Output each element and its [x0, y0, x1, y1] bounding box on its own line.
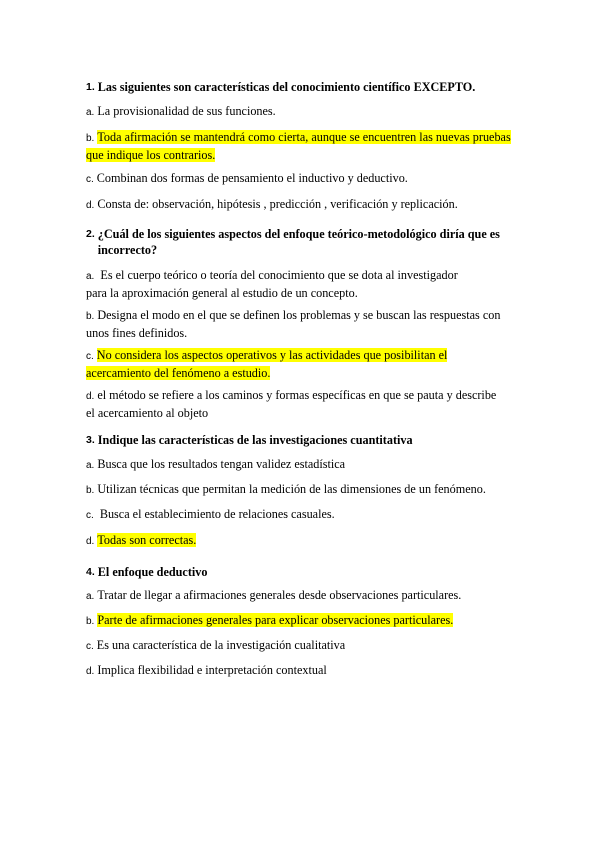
option-text: Consta de: observación, hipótesis , predicción , verificación y replicación.: [97, 197, 458, 211]
option-letter: a.: [86, 591, 95, 602]
option-letter: c.: [86, 510, 94, 521]
option-letter: a.: [86, 460, 95, 471]
option-letter: b.: [86, 485, 95, 496]
option-b: [86, 481, 516, 499]
option-letter: c.: [86, 641, 94, 652]
option-text: Combinan dos formas de pensamiento el inductivo y deductivo.: [96, 171, 408, 185]
option-letter: c.: [86, 174, 94, 185]
option-text: Tratar de llegar a afirmaciones generales desde observaciones particulares.: [97, 588, 462, 602]
question-1: [86, 79, 516, 221]
option-text-highlighted: Todas son correctas.: [97, 533, 197, 547]
option-text: Es una característica de la investigación cualitativa: [96, 638, 346, 652]
option-text: Busca que los resultados tengan validez estadística: [97, 457, 346, 471]
question-number: 3.: [86, 434, 95, 446]
question-title: [86, 79, 516, 95]
option-c: [86, 170, 516, 188]
question-text: Indique las características de las investigaciones cuantitativa: [97, 433, 413, 447]
option-letter: b.: [86, 616, 95, 627]
option-text: Utilizan técnicas que permitan la medición de las dimensiones de un fenómeno.: [97, 482, 486, 496]
option-b: [86, 307, 516, 341]
option-letter: a.: [86, 107, 95, 118]
option-text: Es el cuerpo teórico o teoría del conocimiento que se dota al investigador para la aproximación general al estudio de un concepto.: [86, 268, 458, 300]
option-b: [86, 129, 516, 163]
option-text: Implica flexibilidad e interpretación contextual: [97, 663, 327, 677]
option-d: [86, 532, 516, 550]
option-a: [86, 587, 516, 605]
option-d: [86, 196, 516, 214]
question-2: [86, 226, 516, 428]
question-number: 1.: [86, 81, 95, 93]
option-text: La provisionalidad de sus funciones.: [97, 104, 276, 118]
option-a: [86, 103, 516, 121]
question-text: ¿Cuál de los siguientes aspectos del enfoque teórico-metodológico diría que es incorrecto?: [97, 227, 500, 257]
option-text: Busca el establecimiento de relaciones casuales.: [96, 507, 335, 521]
question-title: [86, 564, 516, 580]
option-letter: d.: [86, 200, 95, 211]
option-letter: b.: [86, 133, 95, 144]
option-text: el método se refiere a los caminos y formas específicas en que se pauta y describe el acercamiento al objeto: [86, 388, 497, 420]
option-letter: a.: [86, 271, 95, 282]
question-number: 4.: [86, 566, 95, 578]
question-title: [86, 432, 516, 448]
option-b: [86, 612, 516, 630]
option-letter: c.: [86, 351, 94, 362]
option-letter: d.: [86, 391, 95, 402]
option-c: [86, 506, 516, 524]
question-3: [86, 432, 516, 557]
option-a: [86, 267, 466, 301]
option-a: [86, 456, 516, 474]
option-text-highlighted: No considera los aspectos operativos y las actividades que posibilitan el acercamiento del fenómeno a estudio.: [86, 348, 448, 380]
option-text: Designa el modo en el que se definen los problemas y se buscan las respuestas con unos fines definidos.: [86, 308, 501, 340]
question-text: El enfoque deductivo: [97, 565, 208, 579]
option-d: [86, 662, 516, 680]
option-text-highlighted: Toda afirmación se mantendrá como cierta, aunque se encuentren las nuevas pruebas que indique los contrarios.: [86, 130, 511, 162]
option-c: [86, 637, 516, 655]
question-4: [86, 564, 516, 687]
option-letter: d.: [86, 536, 95, 547]
question-number: 2.: [86, 228, 95, 240]
question-text: Las siguientes son características del conocimiento científico EXCEPTO.: [97, 80, 476, 94]
option-c: [86, 347, 456, 381]
option-text-highlighted: Parte de afirmaciones generales para explicar observaciones particulares.: [97, 613, 454, 627]
option-letter: d.: [86, 666, 95, 677]
option-d: [86, 387, 506, 421]
option-letter: b.: [86, 311, 95, 322]
question-title: [86, 226, 516, 258]
